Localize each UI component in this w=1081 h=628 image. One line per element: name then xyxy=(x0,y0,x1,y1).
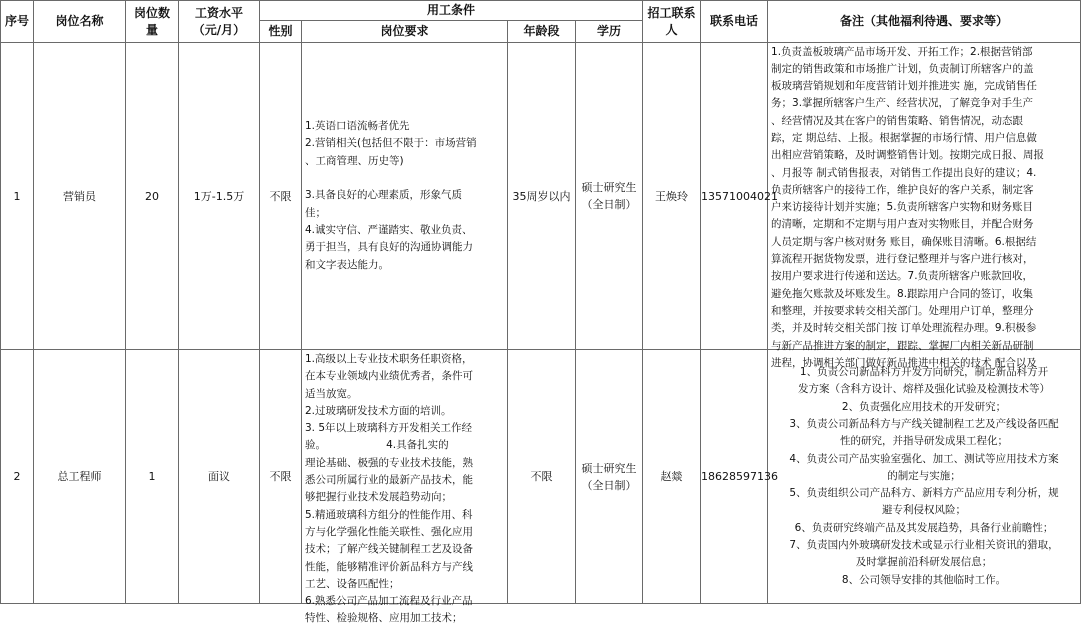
table-row xyxy=(1,43,1081,350)
text-line: 板玻璃营销规划和年度营销计划并推进实 施，完成销售任 xyxy=(771,80,1037,93)
text-line: 在本专业领域内业绩优秀者，条件可 xyxy=(305,370,473,383)
text-line: 勇于担当，具有良好的沟通协调能力 xyxy=(305,241,473,254)
text-line: 2.过玻璃研发技术方面的培训。 xyxy=(305,404,452,417)
header-position: 岗位名称 xyxy=(34,1,126,43)
text-line: 特性、检验规格、应用加工技术； xyxy=(305,612,463,625)
text-line: 出相应营销策略，及时调整销售计划。按期完成日报、周报 xyxy=(771,149,1045,162)
cell-salary: 1万-1.5万 xyxy=(179,43,260,350)
text-line: 发方案（含科方设计、熔样及强化试验及检测技术等） xyxy=(798,383,1051,396)
text-line: 进程，协调相关部门做好新品推进中相关的技术 配合以及 xyxy=(771,356,1037,369)
cell-education: 硕士研究生（全日制） xyxy=(576,350,643,604)
text-line: 的清晰，定期和不定期与用户查对实物账目，并配合财务 xyxy=(771,218,1034,231)
text-line: 5、负责组织公司产品科方、新料方产品应用专利分析，规 xyxy=(789,487,1059,500)
text-line: 5.精通玻璃科方组分的性能作用、科 xyxy=(305,508,473,521)
cell-count: 1 xyxy=(126,350,179,604)
header-contact: 招工联系人 xyxy=(643,1,701,43)
text-line: 算流程开据货物发票，进行登记整理并与客户进行核对， xyxy=(771,253,1034,266)
cell-age: 不限 xyxy=(508,350,576,604)
text-line: 人员定期与客户核对财务 账目，确保账目清晰。6.根据结 xyxy=(771,235,1037,248)
text-line: 2.营销相关(包括但不限于：市场营销 xyxy=(305,137,477,150)
cell-requirements xyxy=(302,43,508,350)
text-line: 3.具备良好的心理素质，形象气质 xyxy=(305,189,463,202)
header-count: 岗位数量 xyxy=(126,1,179,43)
cell-seq: 1 xyxy=(1,43,34,350)
cell-position: 营销员 xyxy=(34,43,126,350)
cell-seq: 2 xyxy=(1,350,34,604)
text-line: 7、负责国内外玻璃研发技术或显示行业相关资讯的猎取， xyxy=(789,539,1059,552)
text-line: 方与化学强化性能关联性、强化应用 xyxy=(305,525,473,538)
header-phone: 联系电话 xyxy=(701,1,768,43)
cell-position: 总工程师 xyxy=(34,350,126,604)
cell-gender: 不限 xyxy=(260,43,302,350)
text-line: 避免拖欠账款及坏账发生。8.跟踪用户合同的签订，收集 xyxy=(771,287,1034,300)
text-line: 性能，能够精准评价新品科方与产线 xyxy=(305,560,473,573)
cell-notes xyxy=(768,43,1081,369)
text-line: 、月报等 制式销售报表，对销售工作提出良好的建议；4. xyxy=(771,166,1037,179)
header-age: 年龄段 xyxy=(508,21,576,43)
text-line: 够把握行业技术发展趋势动向； xyxy=(305,491,452,504)
cell-salary: 面议 xyxy=(179,350,260,604)
header-requirements: 岗位要求 xyxy=(302,21,508,43)
cell-phone: 13571004021 xyxy=(701,43,768,350)
text-line: 与新产品推进方案的制定，跟踪、掌握厂内相关新品研制 xyxy=(771,339,1034,352)
cell-count: 20 xyxy=(126,43,179,350)
text-line: 1.高级以上专业技术职务任职资格， xyxy=(305,353,473,365)
text-line: 踪，定 期总结、上报。根据掌握的市场行情、用户信息做 xyxy=(771,131,1037,144)
text-line: 3、负责公司新品科方与产线关键制程工艺及产线设备匹配 xyxy=(789,417,1059,430)
header-seq: 序号 xyxy=(1,1,34,43)
text-line: 3. 5年以上玻璃科方开发相关工作经 xyxy=(305,422,473,435)
text-line: 及时掌握前沿科研发展信息； xyxy=(855,556,993,569)
text-line: 2、负责强化应用技术的开发研究； xyxy=(841,400,1007,413)
table-row xyxy=(1,350,1081,604)
text-line: 类，并及时转交相关部门按 订单处理流程办理。9.积极参 xyxy=(771,322,1037,335)
cell-phone: 18628597136 xyxy=(701,350,768,604)
cell-gender: 不限 xyxy=(260,350,302,604)
text-line: 理论基础、极强的专业技术技能，熟 xyxy=(305,456,473,469)
cell-age: 35周岁以内 xyxy=(508,43,576,350)
text-line: 1、负责公司新品科方开发方向研究，制定新品科方开 xyxy=(799,366,1049,379)
text-line xyxy=(305,170,504,187)
cell-contact: 赵燚 xyxy=(643,350,701,604)
text-line: 技术；了解产线关键制程工艺及设备 xyxy=(305,543,473,556)
text-line: 制定的销售政策和市场推广计划，负责制订所辖客户的盖 xyxy=(771,62,1034,75)
text-line: 适当放宽。 xyxy=(305,387,358,400)
text-line: 佳； xyxy=(305,206,326,219)
text-line: 务；3.掌握所辖客户生产、经营状况，了解竞争对手生产 xyxy=(771,97,1034,110)
text-line: 8、公司领导安排的其他临时工作。 xyxy=(841,573,1007,586)
text-line: 、经营情况及其在客户的销售策略、销售情况，动态跟 xyxy=(771,114,1024,127)
text-line: 按用户要求进行传递和送达。7.负责所辖客户账款回收， xyxy=(771,270,1034,283)
cell-education: 硕士研究生（全日制） xyxy=(576,43,643,350)
text-line: 性的研究，并指导研发成果工程化； xyxy=(840,435,1009,448)
text-line: 4、负责公司产品实验室强化、加工、测试等应用技术方案 xyxy=(789,452,1059,465)
text-line: 负责所辖客户的接待工作，维护良好的客户关系，制定客 xyxy=(771,183,1034,196)
text-line: 6.熟悉公司产品加工流程及行业产品 xyxy=(305,595,473,608)
text-line: 避专利侵权风险； xyxy=(882,504,967,517)
text-line: 验。 4.具备扎实的 xyxy=(305,439,449,452)
text-line: 、工商管理、历史等) xyxy=(305,154,404,167)
text-line: 的制定与实施； xyxy=(887,469,961,482)
text-line: 和整理，并按要求转交相关部门。处理用户订单，整理分 xyxy=(771,304,1034,317)
cell-contact: 王焕玲 xyxy=(643,43,701,350)
text-line: 4.诚实守信、严谨踏实、敬业负责、 xyxy=(305,223,473,236)
header-gender: 性别 xyxy=(260,21,302,43)
header-education: 学历 xyxy=(576,21,643,43)
header-notes: 备注（其他福利待遇、要求等） xyxy=(768,1,1081,43)
text-line: 工艺、设备匹配性； xyxy=(305,577,400,590)
text-line: 1.英语口语流畅者优先 xyxy=(305,120,410,133)
cell-requirements xyxy=(302,350,508,625)
text-line: 6、负责研究终端产品及其发展趋势，具备行业前瞻性； xyxy=(794,521,1054,534)
header-conditions: 用工条件 xyxy=(260,1,643,21)
text-line: 1.负责盖板玻璃产品市场开发、开拓工作；2.根据营销部 xyxy=(771,45,1033,58)
text-line: 和文字表达能力。 xyxy=(305,258,389,271)
cell-notes xyxy=(768,350,1081,604)
header-salary: 工资水平（元/月） xyxy=(179,1,260,43)
text-line: 悉公司所属行业的最新产品技术，能 xyxy=(305,474,473,487)
text-line: 户来访接待计划并实施；5.负责所辖客户实物和财务账目 xyxy=(771,201,1034,214)
